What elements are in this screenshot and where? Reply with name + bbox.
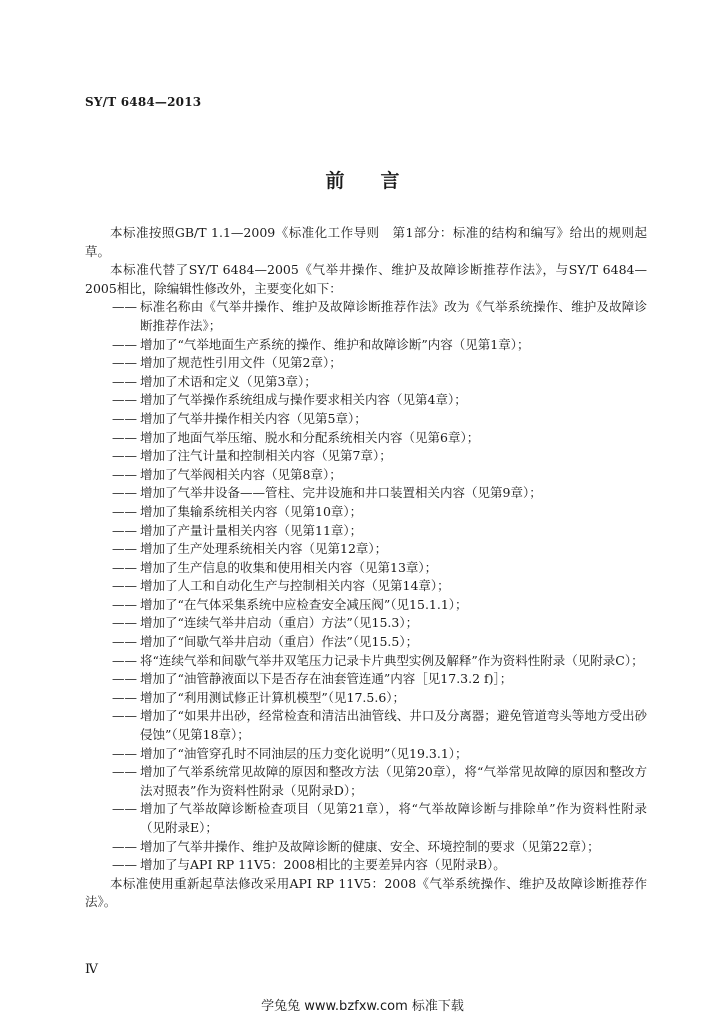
- change-text: 增加了“如果井出砂，经常检查和清洁出油管线、井口及分离器；避免管道弯头等地方受出砂侵蚀”（见第18章）；: [140, 708, 647, 743]
- intro-paragraph-1: 本标准按照GB/T 1.1—2009《标准化工作导则 第1部分：标准的结构和编写》给出的规则起草。: [85, 225, 647, 259]
- change-text: 增加了“油管静液面以下是否存在油套管连通”内容［见17.3.2 f)］；: [140, 671, 513, 687]
- change-list-item: [85, 596, 647, 615]
- change-list-item: [85, 707, 647, 744]
- page-title: [0, 166, 725, 193]
- footer-watermark: 学兔兔 www.bzfxw.com 标准下载: [261, 999, 464, 1014]
- list-dash: ——: [112, 801, 137, 817]
- change-list-item: [85, 745, 647, 764]
- change-list-item: [85, 410, 647, 429]
- list-dash: ——: [112, 857, 137, 873]
- change-text: 增加了产量计量相关内容（见第11章）；: [140, 522, 363, 538]
- change-list-item: [85, 670, 647, 689]
- change-text: 增加了“利用测试修正计算机模型”（见17.5.6）；: [140, 689, 406, 705]
- list-dash: ——: [112, 299, 137, 315]
- list-dash: ——: [112, 522, 137, 538]
- change-text: 增加了地面气举压缩、脱水和分配系统相关内容（见第6章）；: [140, 429, 480, 445]
- change-list-item: [85, 763, 647, 800]
- title-char-1: 前: [325, 170, 345, 192]
- change-text: 增加了人工和自动化生产与控制相关内容（见第14章）；: [140, 578, 450, 594]
- change-text: 增加了气举故障诊断检查项目（见第21章），将“气举故障诊断与排除单”作为资料性附录（见附录E）；: [140, 801, 647, 835]
- list-dash: ——: [112, 764, 137, 780]
- change-list-item: [85, 559, 647, 578]
- change-text: 增加了气举系统常见故障的原因和整改方法（见第20章），将“气举常见故障的原因和整改方法对照表”作为资料性附录（见附录D）；: [140, 764, 647, 798]
- list-dash: ——: [112, 373, 137, 389]
- change-list-item: [85, 689, 647, 708]
- change-text: 增加了集输系统相关内容（见第10章）；: [140, 503, 363, 519]
- change-list-item: [85, 447, 647, 466]
- list-dash: ——: [112, 485, 137, 501]
- change-text: 增加了“间歇气举井启动（重启）作法”（见15.5）；: [140, 634, 419, 650]
- list-dash: ——: [112, 745, 137, 761]
- intro-paragraph-2: 本标准代替了SY/T 6484—2005《气举井操作、维护及故障诊断推荐作法》，与SY/T 6484—2005相比，除编辑性修改外，主要变化如下：: [85, 262, 647, 296]
- change-text: 增加了“油管穿孔时不同油层的压力变化说明”（见19.3.1）；: [140, 745, 468, 761]
- change-text: 增加了注气计量和控制相关内容（见第7章）；: [140, 448, 392, 464]
- list-dash: ——: [112, 541, 137, 557]
- change-list-item: [85, 540, 647, 559]
- change-list-item: [85, 633, 647, 652]
- title-char-2: 言: [380, 170, 400, 192]
- list-dash: ——: [112, 392, 137, 408]
- change-text: 增加了生产信息的收集和使用相关内容（见第13章）；: [140, 559, 438, 575]
- change-list-item: [85, 652, 647, 671]
- list-dash: ——: [112, 410, 137, 426]
- change-list-item: [85, 484, 647, 503]
- change-list-item: [85, 522, 647, 541]
- list-dash: ——: [112, 429, 137, 445]
- list-dash: ——: [112, 336, 137, 352]
- document-body: [85, 224, 647, 912]
- change-list-item: [85, 856, 647, 875]
- change-text: 增加了气举阀相关内容（见第8章）；: [140, 466, 342, 482]
- change-list-item: [85, 336, 647, 355]
- change-list-item: [85, 838, 647, 857]
- change-list-item: [85, 354, 647, 373]
- list-dash: ——: [112, 578, 137, 594]
- closing-paragraph: 本标准使用重新起草法修改采用API RP 11V5：2008《气举系统操作、维护及故障诊断推荐作法》。: [85, 875, 647, 910]
- change-list-item: [85, 614, 647, 633]
- list-dash: ——: [112, 634, 137, 650]
- list-dash: ——: [112, 448, 137, 464]
- change-list-item: [85, 429, 647, 448]
- page-number: Ⅳ: [85, 962, 98, 977]
- change-text: 增加了气举井操作相关内容（见第5章）；: [140, 410, 367, 426]
- list-dash: ——: [112, 708, 137, 724]
- change-text: 增加了与API RP 11V5：2008相比的主要差异内容（见附录B）。: [140, 857, 506, 873]
- list-dash: ——: [112, 355, 137, 371]
- change-text: 增加了“在气体采集系统中应检查安全减压阀”（见15.1.1）；: [140, 596, 468, 612]
- change-list-item: [85, 373, 647, 392]
- change-list-item: [85, 298, 647, 335]
- change-list-item: [85, 800, 647, 837]
- change-text: 增加了生产处理系统相关内容（见第12章）；: [140, 541, 388, 557]
- change-list-item: [85, 466, 647, 485]
- change-text: 增加了气举井操作、维护及故障诊断的健康、安全、环境控制的要求（见第22章）；: [140, 838, 600, 854]
- change-text: 增加了气举操作系统组成与操作要求相关内容（见第4章）；: [140, 392, 467, 408]
- change-text: 增加了气举井设备——管柱、完井设施和井口装置相关内容（见第9章）；: [140, 485, 542, 501]
- standard-code: SY/T 6484—2013: [85, 95, 202, 109]
- change-text: 将“连续气举和间歇气举井双笔压力记录卡片典型实例及解释”作为资料性附录（见附录C）；: [140, 652, 644, 668]
- list-dash: ——: [112, 503, 137, 519]
- list-dash: ——: [112, 671, 137, 687]
- list-dash: ——: [112, 596, 137, 612]
- list-dash: ——: [112, 838, 137, 854]
- list-dash: ——: [112, 652, 137, 668]
- list-dash: ——: [112, 689, 137, 705]
- change-text: 增加了“气举地面生产系统的操作、维护和故障诊断”内容（见第1章）；: [140, 336, 530, 352]
- list-dash: ——: [112, 466, 137, 482]
- list-dash: ——: [112, 615, 137, 631]
- change-list: [85, 298, 647, 874]
- change-text: 增加了规范性引用文件（见第2章）；: [140, 355, 342, 371]
- change-list-item: [85, 503, 647, 522]
- change-text: 标准名称由《气举井操作、维护及故障诊断推荐作法》改为《气举系统操作、维护及故障诊断推荐作法》；: [140, 299, 647, 333]
- change-list-item: [85, 577, 647, 596]
- list-dash: ——: [112, 559, 137, 575]
- change-text: 增加了术语和定义（见第3章）；: [140, 373, 317, 389]
- change-text: 增加了“连续气举井启动（重启）方法”（见15.3）；: [140, 615, 419, 631]
- change-list-item: [85, 391, 647, 410]
